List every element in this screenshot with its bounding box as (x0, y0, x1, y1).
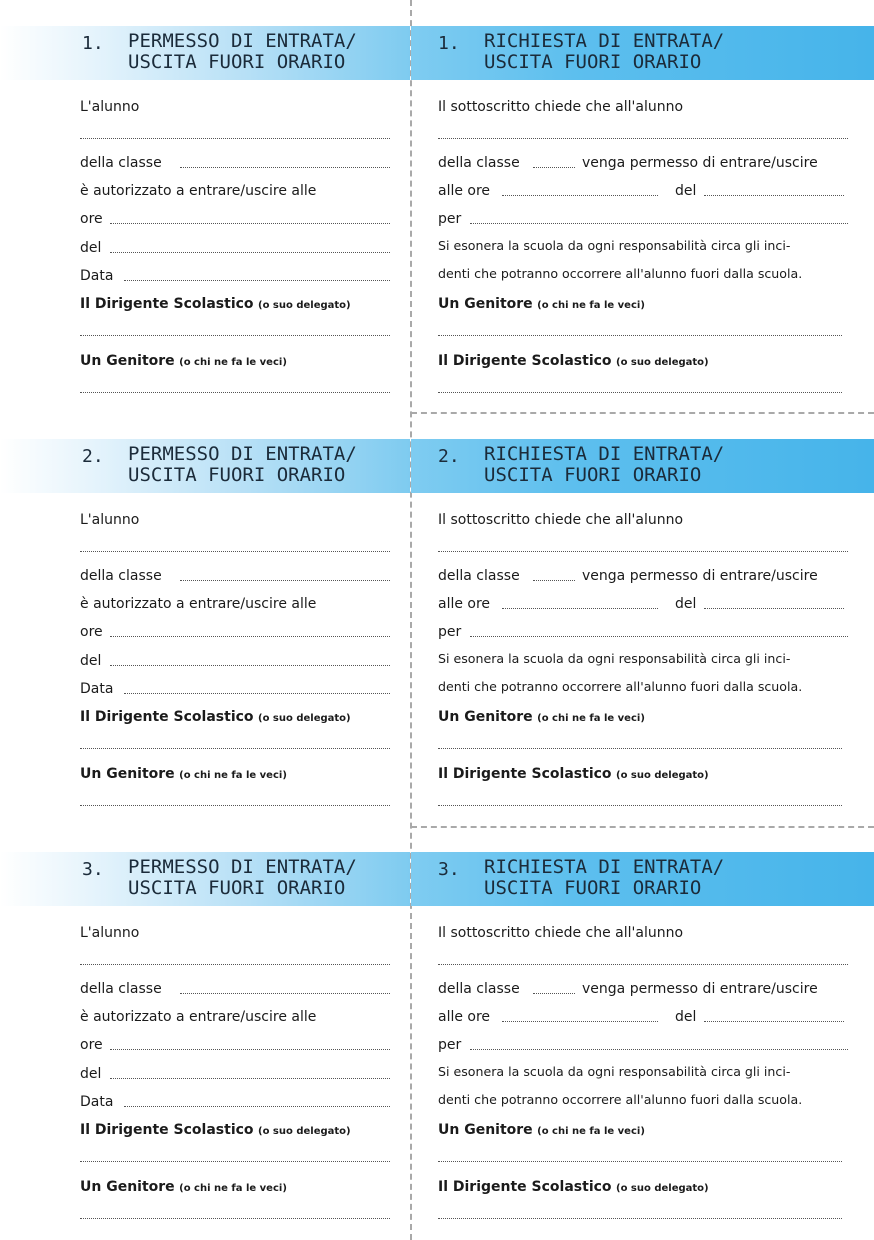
student-name-field[interactable] (80, 138, 390, 139)
request-parent-signature-field[interactable] (438, 335, 842, 336)
authorized-text: è autorizzato a entrare/uscire alle (80, 1009, 317, 1025)
request-date-of-field[interactable] (704, 1021, 844, 1022)
parent-signature-field[interactable] (80, 805, 390, 806)
principal-signature-label: Il Dirigente Scolastico (o suo delegato) (80, 1122, 351, 1138)
vertical-cut-line (410, 0, 412, 1240)
principal-signature-label: Il Dirigente Scolastico (o suo delegato) (80, 296, 351, 312)
permit-number: 1. (82, 33, 104, 54)
request-disclaimer-line1: Si esonera la scuola da ogni responsabilità circa gli inci- (438, 238, 791, 253)
parent-signature-label: Un Genitore (o chi ne fa le veci) (80, 353, 287, 369)
permit-number: 3. (82, 859, 104, 880)
parent-signature-field[interactable] (80, 392, 390, 393)
student-label: L'alunno (80, 925, 140, 941)
request-parent-signature-field[interactable] (438, 1161, 842, 1162)
request-disclaimer-line2: denti che potranno occorrere all'alunno fuori dalla scuola. (438, 266, 803, 281)
class-field[interactable] (180, 167, 390, 168)
student-label: L'alunno (80, 512, 140, 528)
request-reason-label: per (438, 1037, 462, 1053)
request-principal-signature-field[interactable] (438, 392, 842, 393)
request-header (411, 26, 874, 80)
date-of-field[interactable] (110, 665, 390, 666)
request-reason-field[interactable] (470, 223, 848, 224)
principal-signature-field[interactable] (80, 335, 390, 336)
date-of-label: del (80, 240, 102, 256)
request-number: 1. (438, 33, 460, 54)
request-reason-label: per (438, 624, 462, 640)
principal-signature-field[interactable] (80, 1161, 390, 1162)
request-permit-text: venga permesso di entrare/uscire (582, 155, 818, 171)
request-hours-field[interactable] (502, 1021, 658, 1022)
date-of-field[interactable] (110, 252, 390, 253)
request-reason-label: per (438, 211, 462, 227)
student-name-field[interactable] (80, 551, 390, 552)
permit-title: PERMESSO DI ENTRATA/ USCITA FUORI ORARIO (128, 856, 357, 899)
date-of-label: del (80, 1066, 102, 1082)
permit-number: 2. (82, 446, 104, 467)
date-label: Data (80, 681, 114, 697)
date-field[interactable] (124, 693, 390, 694)
request-disclaimer-line1: Si esonera la scuola da ogni responsabilità circa gli inci- (438, 1064, 791, 1079)
student-name-field[interactable] (80, 964, 390, 965)
request-hours-label: alle ore (438, 1009, 491, 1025)
hours-label: ore (80, 624, 103, 640)
request-principal-signature-label: Il Dirigente Scolastico (o suo delegato) (438, 766, 709, 782)
request-parent-signature-label: Un Genitore (o chi ne fa le veci) (438, 709, 645, 725)
request-date-of-label: del (675, 183, 697, 199)
date-of-label: del (80, 653, 102, 669)
student-label: L'alunno (80, 99, 140, 115)
request-date-of-label: del (675, 596, 697, 612)
class-label: della classe (80, 981, 162, 997)
horizontal-cut-line (411, 826, 874, 828)
request-hours-field[interactable] (502, 608, 658, 609)
request-class-label: della classe (438, 568, 520, 584)
request-number: 3. (438, 859, 460, 880)
request-reason-field[interactable] (470, 636, 848, 637)
request-permit-text: venga permesso di entrare/uscire (582, 568, 818, 584)
request-principal-signature-label: Il Dirigente Scolastico (o suo delegato) (438, 1179, 709, 1195)
request-student-field[interactable] (438, 138, 848, 139)
date-field[interactable] (124, 1106, 390, 1107)
request-intro: Il sottoscritto chiede che all'alunno (438, 99, 684, 115)
request-class-field[interactable] (533, 993, 575, 994)
authorized-text: è autorizzato a entrare/uscire alle (80, 183, 317, 199)
hours-label: ore (80, 1037, 103, 1053)
hours-field[interactable] (110, 636, 390, 637)
request-hours-field[interactable] (502, 195, 658, 196)
principal-signature-field[interactable] (80, 748, 390, 749)
request-date-of-field[interactable] (704, 608, 844, 609)
request-number: 2. (438, 446, 460, 467)
request-header (411, 439, 874, 493)
permit-title: PERMESSO DI ENTRATA/ USCITA FUORI ORARIO (128, 443, 357, 486)
request-date-of-field[interactable] (704, 195, 844, 196)
request-parent-signature-label: Un Genitore (o chi ne fa le veci) (438, 1122, 645, 1138)
request-class-label: della classe (438, 155, 520, 171)
request-parent-signature-label: Un Genitore (o chi ne fa le veci) (438, 296, 645, 312)
class-label: della classe (80, 155, 162, 171)
request-title: RICHIESTA DI ENTRATA/ USCITA FUORI ORARIO (484, 856, 725, 899)
permit-header (0, 26, 410, 80)
request-parent-signature-field[interactable] (438, 748, 842, 749)
request-hours-label: alle ore (438, 183, 491, 199)
hours-field[interactable] (110, 223, 390, 224)
permit-header (0, 439, 410, 493)
date-label: Data (80, 1094, 114, 1110)
request-disclaimer-line2: denti che potranno occorrere all'alunno fuori dalla scuola. (438, 1092, 803, 1107)
request-reason-field[interactable] (470, 1049, 848, 1050)
request-student-field[interactable] (438, 964, 848, 965)
hours-label: ore (80, 211, 103, 227)
date-field[interactable] (124, 280, 390, 281)
permit-title: PERMESSO DI ENTRATA/ USCITA FUORI ORARIO (128, 30, 357, 73)
request-title: RICHIESTA DI ENTRATA/ USCITA FUORI ORARIO (484, 30, 725, 73)
request-hours-label: alle ore (438, 596, 491, 612)
request-disclaimer-line2: denti che potranno occorrere all'alunno fuori dalla scuola. (438, 679, 803, 694)
request-intro: Il sottoscritto chiede che all'alunno (438, 925, 684, 941)
request-principal-signature-label: Il Dirigente Scolastico (o suo delegato) (438, 353, 709, 369)
request-permit-text: venga permesso di entrare/uscire (582, 981, 818, 997)
request-class-field[interactable] (533, 167, 575, 168)
request-student-field[interactable] (438, 551, 848, 552)
parent-signature-label: Un Genitore (o chi ne fa le veci) (80, 766, 287, 782)
request-disclaimer-line1: Si esonera la scuola da ogni responsabilità circa gli inci- (438, 651, 791, 666)
authorized-text: è autorizzato a entrare/uscire alle (80, 596, 317, 612)
date-label: Data (80, 268, 114, 284)
request-principal-signature-field[interactable] (438, 1218, 842, 1219)
date-of-field[interactable] (110, 1078, 390, 1079)
principal-signature-label: Il Dirigente Scolastico (o suo delegato) (80, 709, 351, 725)
hours-field[interactable] (110, 1049, 390, 1050)
permit-header (0, 852, 410, 906)
class-field[interactable] (180, 993, 390, 994)
request-intro: Il sottoscritto chiede che all'alunno (438, 512, 684, 528)
request-title: RICHIESTA DI ENTRATA/ USCITA FUORI ORARIO (484, 443, 725, 486)
parent-signature-field[interactable] (80, 1218, 390, 1219)
class-field[interactable] (180, 580, 390, 581)
class-label: della classe (80, 568, 162, 584)
parent-signature-label: Un Genitore (o chi ne fa le veci) (80, 1179, 287, 1195)
request-class-field[interactable] (533, 580, 575, 581)
request-principal-signature-field[interactable] (438, 805, 842, 806)
request-class-label: della classe (438, 981, 520, 997)
request-date-of-label: del (675, 1009, 697, 1025)
horizontal-cut-line (411, 412, 874, 414)
request-header (411, 852, 874, 906)
